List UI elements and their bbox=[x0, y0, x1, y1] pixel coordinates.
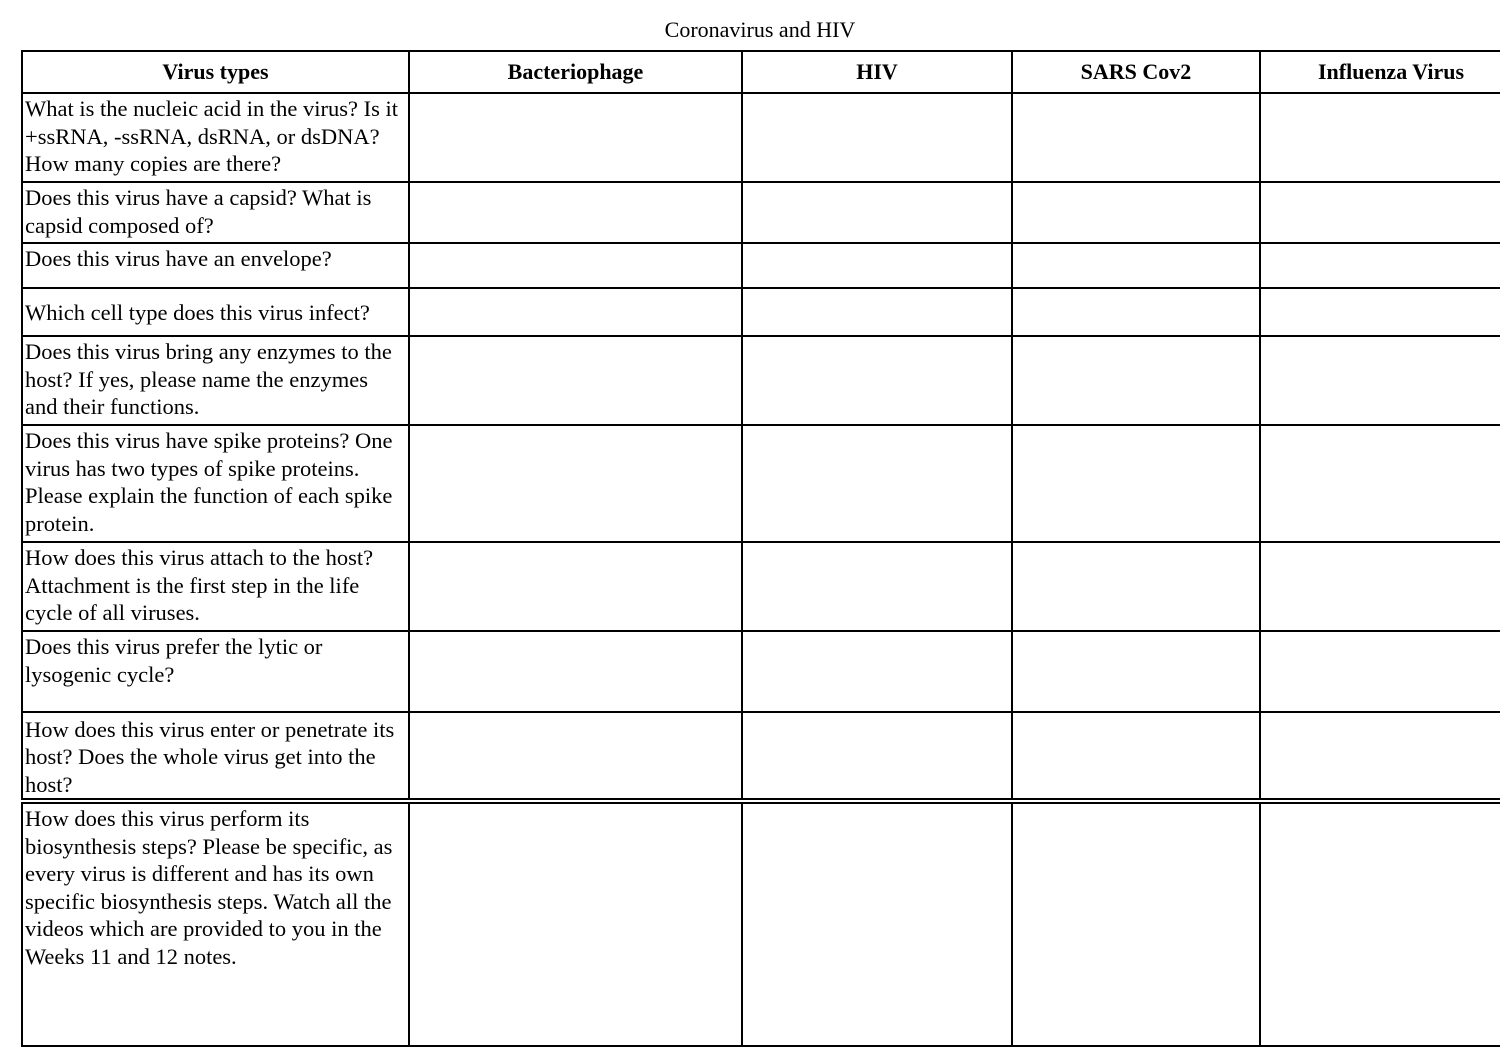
virus-comparison-table bbox=[21, 50, 1500, 1047]
answer-cell-bacteriophage[interactable] bbox=[409, 336, 742, 425]
answer-cell-sars-cov2[interactable] bbox=[1012, 631, 1260, 712]
answer-cell-sars-cov2[interactable] bbox=[1012, 425, 1260, 542]
answer-cell-sars-cov2[interactable] bbox=[1012, 542, 1260, 631]
answer-cell-sars-cov2[interactable] bbox=[1012, 801, 1260, 1046]
answer-cell-influenza[interactable] bbox=[1260, 801, 1500, 1046]
answer-cell-sars-cov2[interactable] bbox=[1012, 336, 1260, 425]
answer-cell-influenza[interactable] bbox=[1260, 336, 1500, 425]
table-row bbox=[22, 243, 1500, 288]
answer-cell-influenza[interactable] bbox=[1260, 631, 1500, 712]
answer-cell-bacteriophage[interactable] bbox=[409, 631, 742, 712]
answer-cell-sars-cov2[interactable] bbox=[1012, 243, 1260, 288]
answer-cell-bacteriophage[interactable] bbox=[409, 801, 742, 1046]
table-row bbox=[22, 93, 1500, 182]
answer-cell-hiv[interactable] bbox=[742, 93, 1012, 182]
question-cell: What is the nucleic acid in the virus? Is it +ssRNA, -ssRNA, dsRNA, or dsDNA? How many copies are there? bbox=[22, 93, 409, 182]
answer-cell-sars-cov2[interactable] bbox=[1012, 93, 1260, 182]
answer-cell-bacteriophage[interactable] bbox=[409, 712, 742, 801]
header-sars-cov2: SARS Cov2 bbox=[1012, 51, 1260, 93]
answer-cell-bacteriophage[interactable] bbox=[409, 93, 742, 182]
answer-cell-hiv[interactable] bbox=[742, 288, 1012, 336]
question-cell: Which cell type does this virus infect? bbox=[22, 288, 409, 336]
answer-cell-bacteriophage[interactable] bbox=[409, 542, 742, 631]
answer-cell-influenza[interactable] bbox=[1260, 182, 1500, 243]
answer-cell-hiv[interactable] bbox=[742, 425, 1012, 542]
header-hiv: HIV bbox=[742, 51, 1012, 93]
answer-cell-sars-cov2[interactable] bbox=[1012, 182, 1260, 243]
answer-cell-hiv[interactable] bbox=[742, 182, 1012, 243]
table-row bbox=[22, 712, 1500, 801]
question-cell: How does this virus attach to the host? Attachment is the first step in the life cycle of all viruses. bbox=[22, 542, 409, 631]
answer-cell-influenza[interactable] bbox=[1260, 93, 1500, 182]
answer-cell-hiv[interactable] bbox=[742, 631, 1012, 712]
table-header-row bbox=[22, 51, 1500, 93]
answer-cell-bacteriophage[interactable] bbox=[409, 288, 742, 336]
question-cell: Does this virus have spike proteins? One virus has two types of spike proteins. Please explain the function of each spike protein. bbox=[22, 425, 409, 542]
answer-cell-influenza[interactable] bbox=[1260, 425, 1500, 542]
answer-cell-bacteriophage[interactable] bbox=[409, 182, 742, 243]
answer-cell-hiv[interactable] bbox=[742, 712, 1012, 801]
answer-cell-bacteriophage[interactable] bbox=[409, 243, 742, 288]
answer-cell-sars-cov2[interactable] bbox=[1012, 288, 1260, 336]
question-cell: Does this virus bring any enzymes to the host? If yes, please name the enzymes and their functions. bbox=[22, 336, 409, 425]
table-row bbox=[22, 288, 1500, 336]
answer-cell-bacteriophage[interactable] bbox=[409, 425, 742, 542]
question-cell: How does this virus perform its biosynthesis steps? Please be specific, as every virus is different and has its own specific biosynthesis steps. Watch all the videos which are provided to you in the Weeks 11 and 12 notes. bbox=[22, 801, 409, 1046]
header-bacteriophage: Bacteriophage bbox=[409, 51, 742, 93]
question-cell: Does this virus have a capsid? What is capsid composed of? bbox=[22, 182, 409, 243]
table-row bbox=[22, 336, 1500, 425]
answer-cell-hiv[interactable] bbox=[742, 542, 1012, 631]
table-row bbox=[22, 801, 1500, 1046]
header-virus-types: Virus types bbox=[22, 51, 409, 93]
header-influenza-virus: Influenza Virus bbox=[1260, 51, 1500, 93]
answer-cell-hiv[interactable] bbox=[742, 336, 1012, 425]
document-title: Coronavirus and HIV bbox=[664, 17, 856, 42]
table-row bbox=[22, 542, 1500, 631]
answer-cell-influenza[interactable] bbox=[1260, 712, 1500, 801]
table-row bbox=[22, 182, 1500, 243]
answer-cell-influenza[interactable] bbox=[1260, 243, 1500, 288]
answer-cell-sars-cov2[interactable] bbox=[1012, 712, 1260, 801]
question-cell: How does this virus enter or penetrate its host? Does the whole virus get into the host? bbox=[22, 712, 409, 801]
answer-cell-influenza[interactable] bbox=[1260, 288, 1500, 336]
answer-cell-influenza[interactable] bbox=[1260, 542, 1500, 631]
table-row bbox=[22, 631, 1500, 712]
question-cell: Does this virus prefer the lytic or lysogenic cycle? bbox=[22, 631, 409, 712]
answer-cell-hiv[interactable] bbox=[742, 243, 1012, 288]
question-cell: Does this virus have an envelope? bbox=[22, 243, 409, 288]
table-row bbox=[22, 425, 1500, 542]
answer-cell-hiv[interactable] bbox=[742, 801, 1012, 1046]
